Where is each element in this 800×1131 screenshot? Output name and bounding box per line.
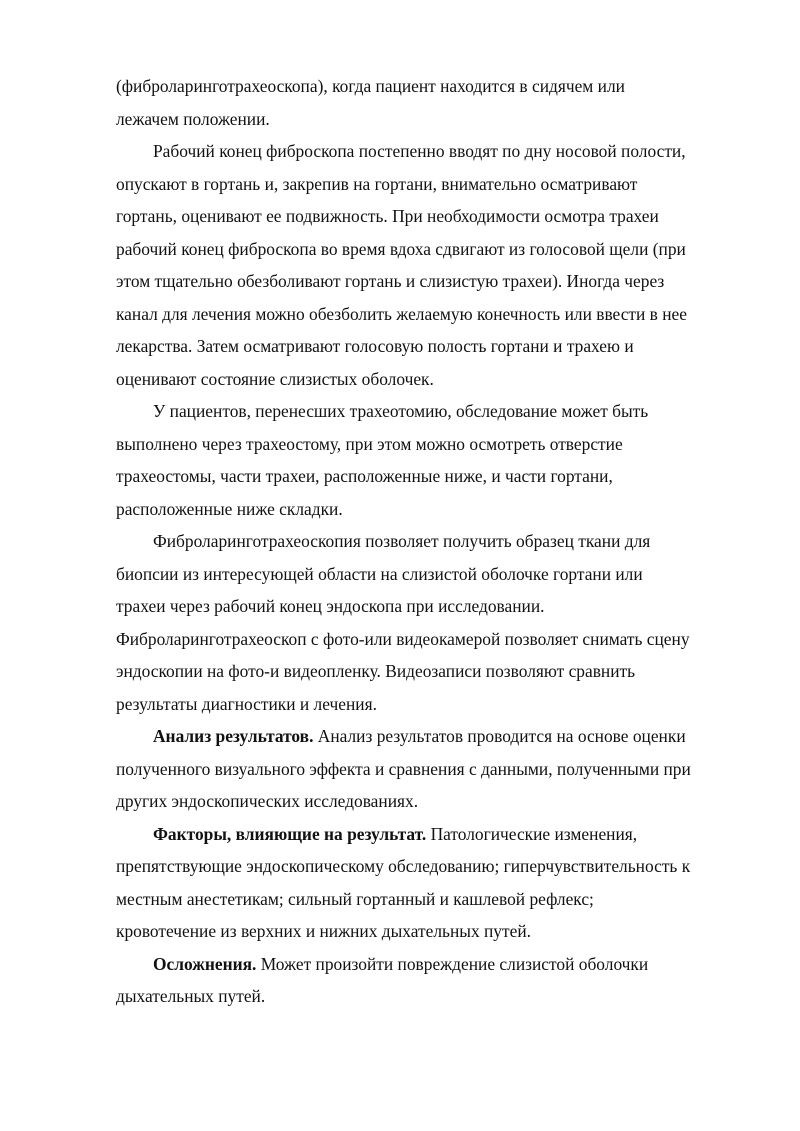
text-line: оценивают состояние слизистых оболочек. xyxy=(116,368,434,389)
text-line: кровотечение из верхних и нижних дыхательных путей. xyxy=(116,921,531,941)
text-line: выполнено через трахеостому, при этом можно осмотреть отверстие xyxy=(116,433,623,454)
text-line: расположенные ниже складки. xyxy=(116,498,343,519)
text-line: (фиброларинготрахеоскопа), когда пациент находится в сидячем или xyxy=(116,76,625,96)
text-line: Фиброларинготрахеоскопия позволяет получить образец ткани для xyxy=(153,531,651,551)
text-line: других эндоскопических исследованиях. xyxy=(116,791,419,811)
text-run: Патологические изменения, xyxy=(426,823,638,844)
text-line: канал для лечения можно обезболить желаемую конечность или ввести в нее xyxy=(116,303,687,324)
text-line xyxy=(116,818,746,851)
text-line: трахеостомы, части трахеи, расположенные ниже, и части гортани, xyxy=(116,466,613,486)
text-line: Рабочий конец фиброскопа постепенно вводят по дну носовой полости, xyxy=(153,141,686,161)
text-line xyxy=(116,948,746,981)
section-heading-factors: Факторы, влияющие на результат. xyxy=(153,823,427,844)
text-line: лекарства. Затем осматривают голосовую полость гортани и трахею и xyxy=(116,336,634,356)
text-line: результаты диагностики и лечения. xyxy=(116,693,377,714)
paragraph-continuation xyxy=(116,70,746,135)
text-line: этом тщательно обезболивают гортань и слизистую трахеи). Иногда через xyxy=(116,271,665,291)
text-line: лежачем положении. xyxy=(116,108,270,129)
text-line: опускают в гортань и, закрепив на гортани, внимательно осматривают xyxy=(116,173,638,194)
text-line: препятствующие эндоскопическому обследованию; гиперчувствительность к xyxy=(116,856,691,876)
section-heading-complications: Осложнения. xyxy=(153,953,257,974)
paragraph-factors xyxy=(116,818,746,948)
paragraph-tracheostomy xyxy=(116,395,746,525)
paragraph-biopsy xyxy=(116,525,746,720)
text-line: эндоскопии на фото-и видеопленку. Видеозаписи позволяют сравнить xyxy=(116,661,636,681)
text-line: полученного визуального эффекта и сравнения с данными, полученными при xyxy=(116,758,691,779)
text-run: Может произойти повреждение слизистой оболочки xyxy=(256,953,649,974)
section-heading-analysis: Анализ результатов. xyxy=(153,726,314,746)
text-line: Фиброларинготрахеоскоп с фото-или видеокамерой позволяет снимать сцену xyxy=(116,628,690,649)
paragraph-analysis xyxy=(116,720,746,818)
text-line: трахеи через рабочий конец эндоскопа при исследовании. xyxy=(116,596,545,616)
document-body xyxy=(116,70,746,1013)
text-line xyxy=(116,720,746,753)
text-line: местным анестетикам; сильный гортанный и кашлевой рефлекс; xyxy=(116,888,594,909)
paragraph-complications xyxy=(116,948,746,1013)
text-line: гортань, оценивают ее подвижность. При необходимости осмотра трахеи xyxy=(116,206,659,226)
paragraph-procedure xyxy=(116,135,746,395)
text-line: дыхательных путей. xyxy=(116,986,266,1006)
text-run: Анализ результатов проводится на основе оценки xyxy=(313,726,686,746)
text-line: У пациентов, перенесших трахеотомию, обследование может быть xyxy=(153,401,649,421)
text-line: рабочий конец фиброскопа во время вдоха сдвигают из голосовой щели (при xyxy=(116,238,686,259)
text-line: биопсии из интересующей области на слизистой оболочке гортани или xyxy=(116,563,643,584)
